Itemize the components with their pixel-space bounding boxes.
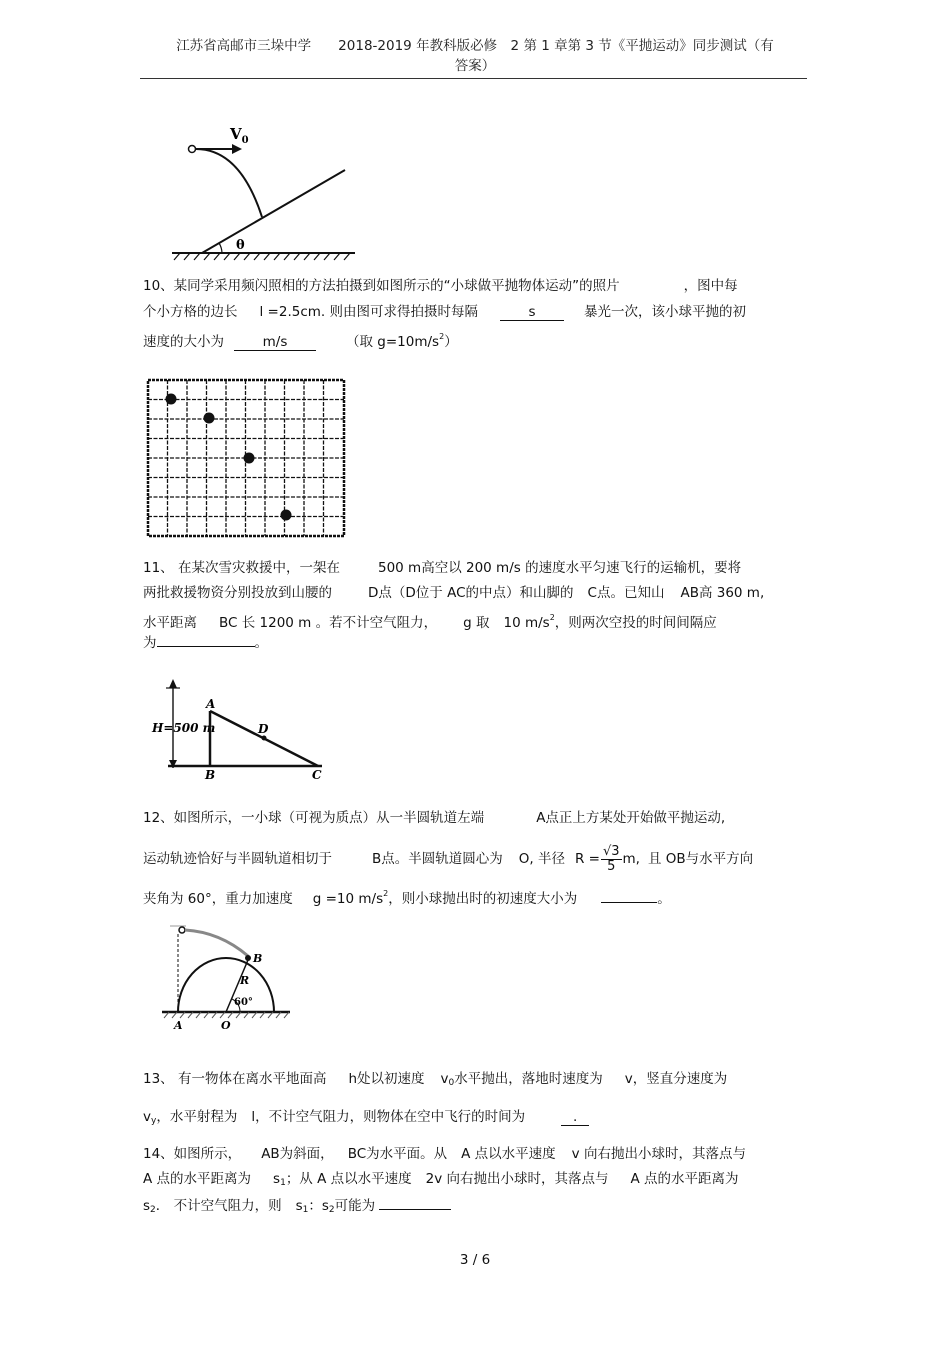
label-r: R	[240, 974, 250, 987]
q13-line-1: 13、 有一物体在离水平地面高 h处以初速度 $v_0$水平抛出，落地时速度为 v，竖直分速度为	[143, 1071, 728, 1088]
ground-hatch	[174, 253, 350, 260]
label-angle: 60°	[234, 997, 253, 1008]
label-b: B	[253, 952, 263, 965]
figure-incline-projectile	[160, 115, 360, 265]
semicircle-track	[178, 958, 274, 1012]
label-c: C	[312, 768, 322, 782]
q14-blank-ratio[interactable]	[379, 1209, 451, 1210]
header-line-1: 江苏省高邮市三垛中学 2018-2019 年教科版必修 2 第 1 章第 3 节《平抛运动》同步测试（有	[176, 38, 774, 54]
q12-line-3: 夹角为 60°，重力加速度 g =10 $m/s^2$，则小球抛出时的初速度大小为 。	[143, 889, 671, 907]
label-a: A	[174, 1019, 183, 1032]
q14-line-3: $s_2$． 不计空气阻力，则 $s_1$：$s_2$可能为	[143, 1197, 451, 1219]
velocity-arrowhead	[232, 144, 242, 154]
height-dim-arrow-top	[169, 679, 177, 688]
q14-line-1: 14、如图所示， AB为斜面， BC为水平面。从 A 点以水平速度 v 向右抛出小球时，其落点与	[143, 1146, 746, 1162]
page-number: 3 / 6	[459, 1252, 491, 1268]
q14-line-2: A 点的水平距离为 $s_1$；从 A 点以水平速度 2v 向右抛出小球时，其落点与 A 点的水平距离为	[143, 1171, 739, 1188]
point-b	[245, 955, 251, 961]
trajectory-curve	[185, 930, 248, 956]
q11-blank-interval[interactable]	[157, 646, 255, 647]
label-height: H=500 m	[152, 721, 216, 735]
radius-fraction: $\frac{√3}{5}$	[602, 843, 620, 874]
ball-position-1	[166, 394, 177, 405]
figure-airdrop-mountain	[150, 676, 340, 786]
incline-line	[202, 170, 345, 253]
q10-blank-interval[interactable]: s	[500, 304, 564, 321]
label-d: D	[258, 722, 269, 736]
ball-position-3	[244, 453, 255, 464]
q11-line-1: 11、 在某次雪灾救援中，一架在 500 m高空以 200 m/s 的速度水平匀速飞行的运输机，要将	[143, 560, 742, 576]
label-o: O	[221, 1019, 231, 1032]
label-b: B	[205, 768, 216, 782]
figure-flash-grid	[146, 378, 346, 538]
q13-line-2: $v_y$，水平射程为 l，不计空气阻力，则物体在空中飞行的时间为 .	[143, 1108, 589, 1130]
header-divider	[140, 78, 807, 79]
q11-line-4: 为 。	[143, 635, 268, 651]
q10-line-3: 速度的大小为 m/s （取 $g=10m/s^2$）	[143, 332, 458, 350]
q10-line-2: 个小方格的边长 l =2.5cm. 则由图可求得拍摄时每隔 s 暴光一次，该小球平抛的初	[143, 304, 746, 320]
q11-line-2: 两批救援物资分别投放到山腰的 D点（D位于 AC的中点）和山脚的 C点。已知山 AB高 360 m,	[143, 585, 765, 601]
q10-line-1: 10、某同学采用频闪照相的方法拍摄到如图所示的“小球做平抛物体运动”的照片 ，图中每	[143, 278, 738, 294]
q12-line-2: 运动轨迹恰好与半圆轨道相切于 B点。半圆轨道圆心为 O, 半径 R = $\frac{√3}{5}$ m, 且 OB与水平方向	[143, 843, 754, 874]
q12-blank-initial-speed[interactable]	[601, 902, 657, 903]
angle-arc	[219, 243, 222, 253]
label-theta: θ	[236, 238, 245, 253]
figure-semicircle-track	[160, 918, 295, 1033]
q11-line-3: 水平距离 BC 长 1200 m 。若不计空气阻力， g 取 10 $m/s^2$，则两次空投的时间间隔应	[143, 613, 717, 631]
q10-blank-speed[interactable]: m/s	[234, 334, 316, 351]
launch-point	[189, 146, 196, 153]
page-header	[140, 36, 810, 76]
q13-blank-flight-time[interactable]: .	[561, 1109, 589, 1126]
trajectory-curve	[196, 149, 262, 217]
label-a: A	[206, 697, 216, 711]
ball-position-2	[204, 413, 215, 424]
launch-point	[179, 927, 185, 933]
header-line-2: 答案）	[454, 58, 496, 74]
ball-position-4	[281, 510, 292, 521]
q12-line-1: 12、如图所示，一小球（可视为质点）从一半圆轨道左端 A点正上方某处开始做平抛运动,	[143, 810, 726, 826]
point-d	[262, 736, 267, 741]
label-v0: $V_0$	[230, 125, 249, 146]
